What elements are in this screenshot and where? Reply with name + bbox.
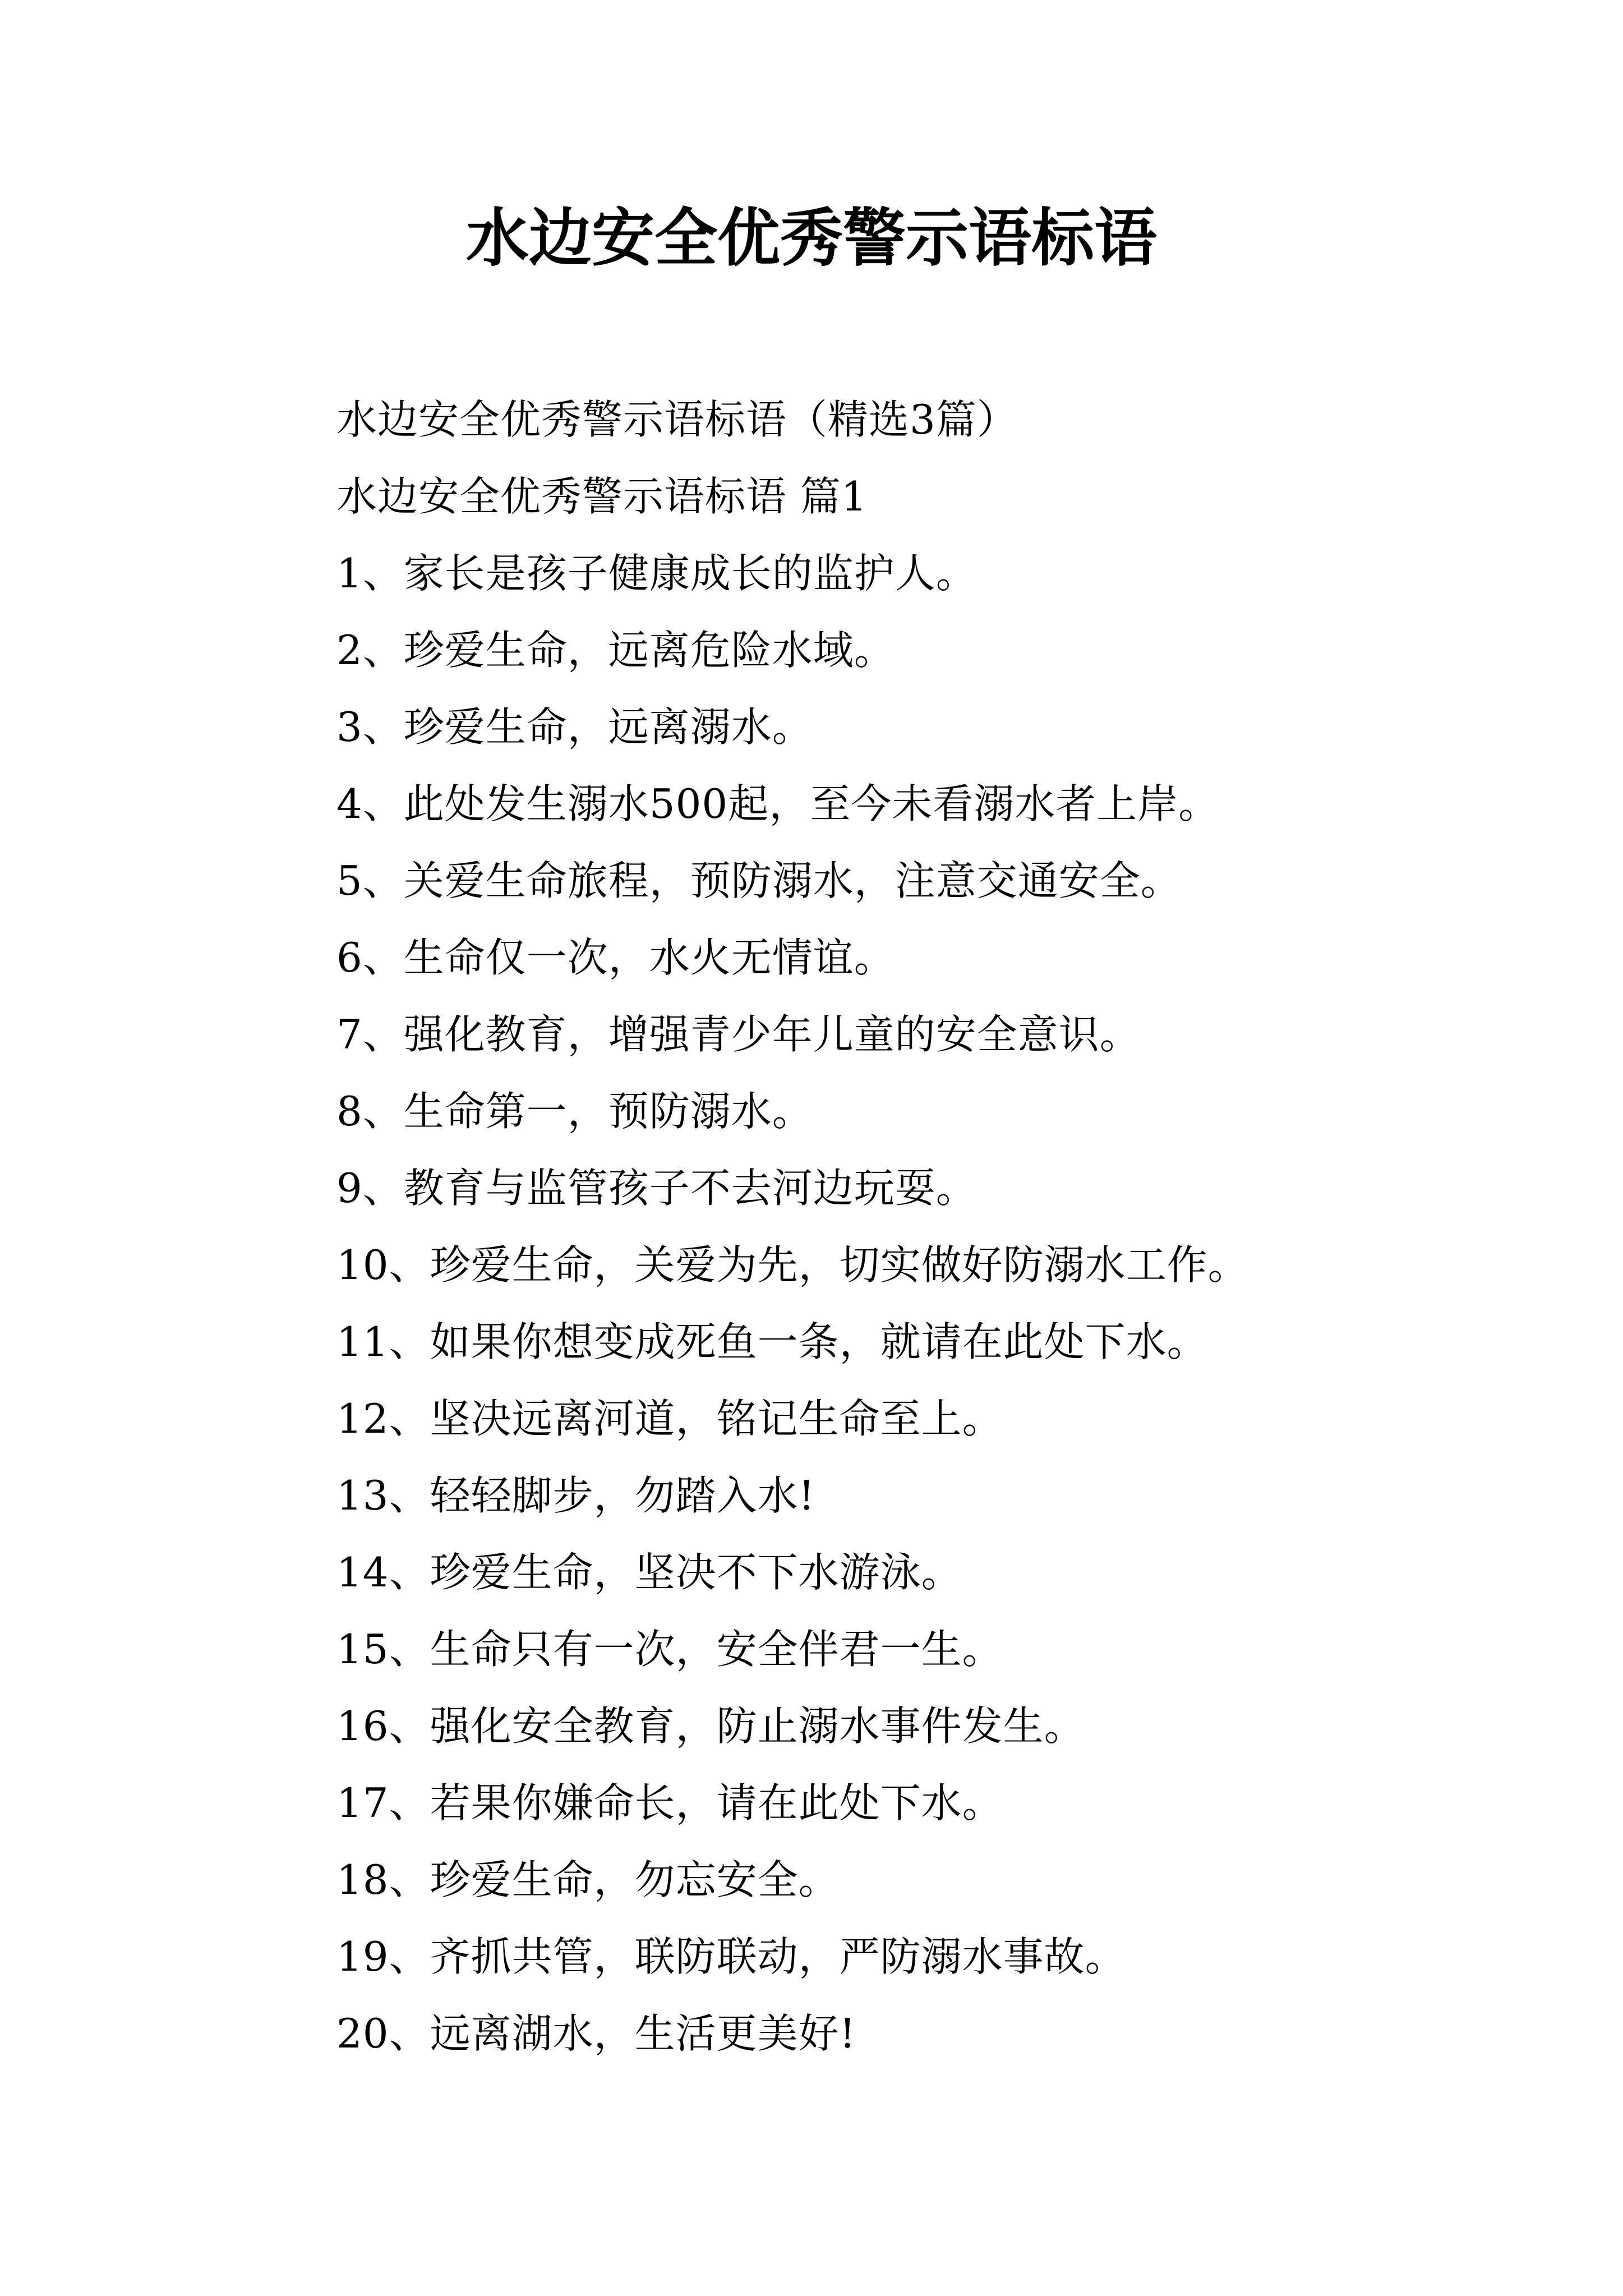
slogan-item: 10、珍爱生命，关爱为先，切实做好防溺水工作。 (336, 1241, 1249, 1289)
slogan-item: 19、齐抓共管，联防联动，严防溺水事故。 (336, 1933, 1126, 1980)
slogan-item: 20、远离湖水，生活更美好! (336, 2010, 856, 2057)
section-heading: 水边安全优秀警示语标语 篇1 (336, 473, 868, 520)
slogan-item: 13、轻轻脚步，勿踏入水! (336, 1472, 815, 1519)
slogan-item: 12、坚决远离河道，铭记生命至上。 (336, 1395, 1003, 1442)
slogan-item: 6、生命仅一次，水火无情谊。 (336, 934, 895, 981)
slogan-item: 7、强化教育，增强青少年儿童的安全意识。 (336, 1011, 1141, 1058)
slogan-item: 4、此处发生溺水500起，至今未看溺水者上岸。 (336, 780, 1220, 827)
slogan-item: 2、珍爱生命，远离危险水域。 (336, 627, 895, 674)
slogan-item: 16、强化安全教育，防止溺水事件发生。 (336, 1703, 1085, 1750)
slogan-item: 14、珍爱生命，坚决不下水游泳。 (336, 1549, 962, 1596)
slogan-item: 1、家长是孩子健康成长的监护人。 (336, 550, 977, 597)
slogan-item: 9、教育与监管孩子不去河边玩耍。 (336, 1165, 977, 1212)
slogan-item: 11、如果你想变成死鱼一条，就请在此处下水。 (336, 1318, 1208, 1365)
slogan-item: 17、若果你嫌命长，请在此处下水。 (336, 1779, 1003, 1826)
document-title: 水边安全优秀警示语标语 (466, 201, 1157, 275)
document-subtitle: 水边安全优秀警示语标语（精选3篇） (336, 396, 1018, 443)
slogan-item: 15、生命只有一次，安全伴君一生。 (336, 1626, 1003, 1673)
slogan-item: 18、珍爱生命，勿忘安全。 (336, 1856, 840, 1903)
document-body (336, 381, 1598, 2072)
slogan-item: 3、珍爱生命，远离溺水。 (336, 703, 813, 751)
slogan-item: 5、关爱生命旅程，预防溺水，注意交通安全。 (336, 857, 1182, 904)
slogan-item: 8、生命第一，预防溺水。 (336, 1088, 813, 1135)
